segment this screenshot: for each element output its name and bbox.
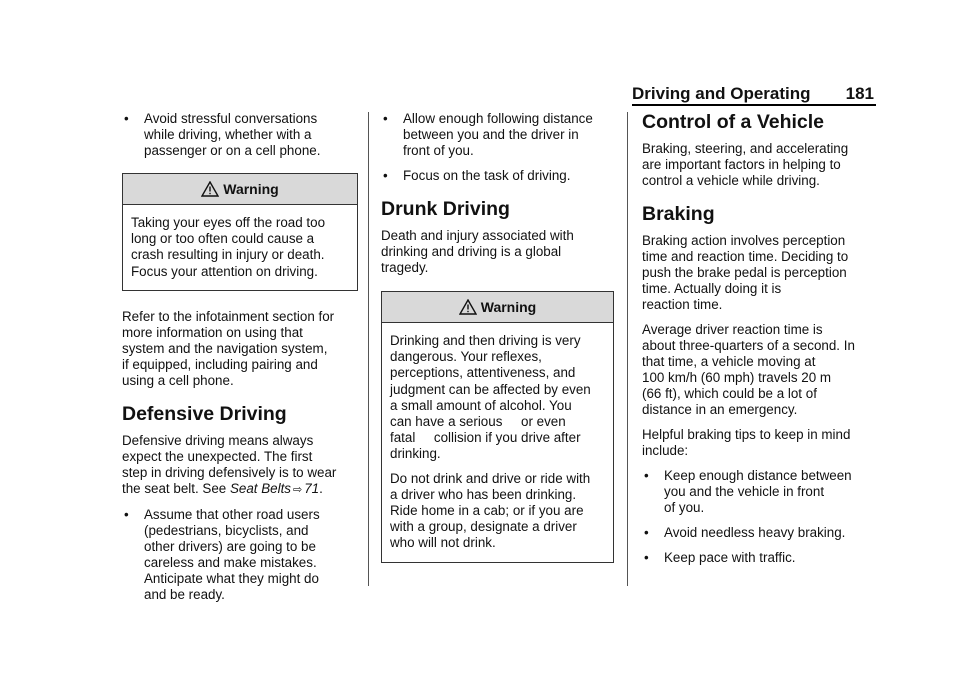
list-item: • Avoid needless heavy braking. [644,525,846,540]
warning-triangle-icon [201,181,219,197]
bullet: • [644,525,649,540]
warning-header [382,292,613,323]
cross-reference-link[interactable]: Seat Belts [229,480,291,496]
paragraph: Braking, steering, and accelerating are important factors in helping to control a vehicle while driving. [642,141,849,188]
paragraph: Braking action involves perception time and reaction time. Deciding to push the brake pedal is perception time. Actually doing it is reaction time. [642,233,849,312]
paragraph: Refer to the infotainment section for more information on using that system and the navigation system, if equipped, including pairing and using a cell phone. [122,308,335,388]
header-rule [632,104,876,106]
list-item: • Focus on the task of driving. [383,168,571,183]
column-3 [642,111,878,575]
section-heading: Control of a Vehicle [642,111,825,133]
section-heading: Defensive Driving [122,402,287,425]
warning-box [381,291,614,563]
paragraph: Death and injury associated with drinking and driving is a global tragedy. [381,228,574,275]
warning-header [123,174,357,205]
list-item: • Avoid stressful conversations while driving, whether with a passenger or on a cell phone. [124,111,321,158]
warning-body: Taking your eyes off the road too long or too often could cause a crash resulting in injury or death. Focus your attention on driving. [131,215,326,279]
page-reference-arrow-icon: ⇨ [293,483,303,496]
list-item: • Keep enough distance between you and the vehicle in front of you. [644,468,852,515]
bullet: • [383,168,388,183]
paragraph: Helpful braking tips to keep in mind include: [642,427,851,458]
bullet: • [124,506,129,522]
warning-title: Warning [480,299,537,315]
column-divider [368,112,369,586]
column-divider [627,112,628,586]
column-2 [381,111,614,575]
list-item: • Keep pace with traffic. [644,550,796,565]
section-heading: Drunk Driving [381,198,510,220]
warning-triangle-icon [459,299,477,315]
column-1 [122,111,358,612]
warning-title: Warning [223,181,279,197]
section-heading: Braking [642,203,715,225]
bullet: • [644,468,649,483]
warning-box [122,173,358,291]
page-number: 181 [845,84,874,103]
paragraph: Defensive driving means always expect the unexpected. The first step in driving defensively is to wear the seat belt. See Seat Belts ⇨ 71. [122,432,337,496]
list-item: • Allow enough following distance between you and the driver in front of you. [383,111,593,158]
bullet: • [124,111,129,126]
paragraph: Average driver reaction time is about three-quarters of a second. In that time, a vehicle moving at 100 km/h (60 mph) travels 20 m (66 ft), which could be a lot of distance in an emergency. [642,322,855,417]
bullet: • [383,111,388,126]
section-title: Driving and Operating [632,84,811,103]
cross-reference-page[interactable]: 71 [304,480,320,496]
bullet: • [644,550,649,565]
warning-body: Drinking and then driving is very dangerous. Your reflexes, perceptions, attentiveness, and judgment can be affected by even a small amount of alcohol. You can have a serious or even fatal collision if you drive after drinking. Do not drink and drive or ride with a driver who has been drinking. Ride home in a cab; or if you are with a group, designate a driver who will not drink. [390,333,591,551]
list-item: • Assume that other road users (pedestrians, bicyclists, and other drivers) are going to be careless and make mistakes. Anticipate what they might do and be ready. [124,506,320,602]
